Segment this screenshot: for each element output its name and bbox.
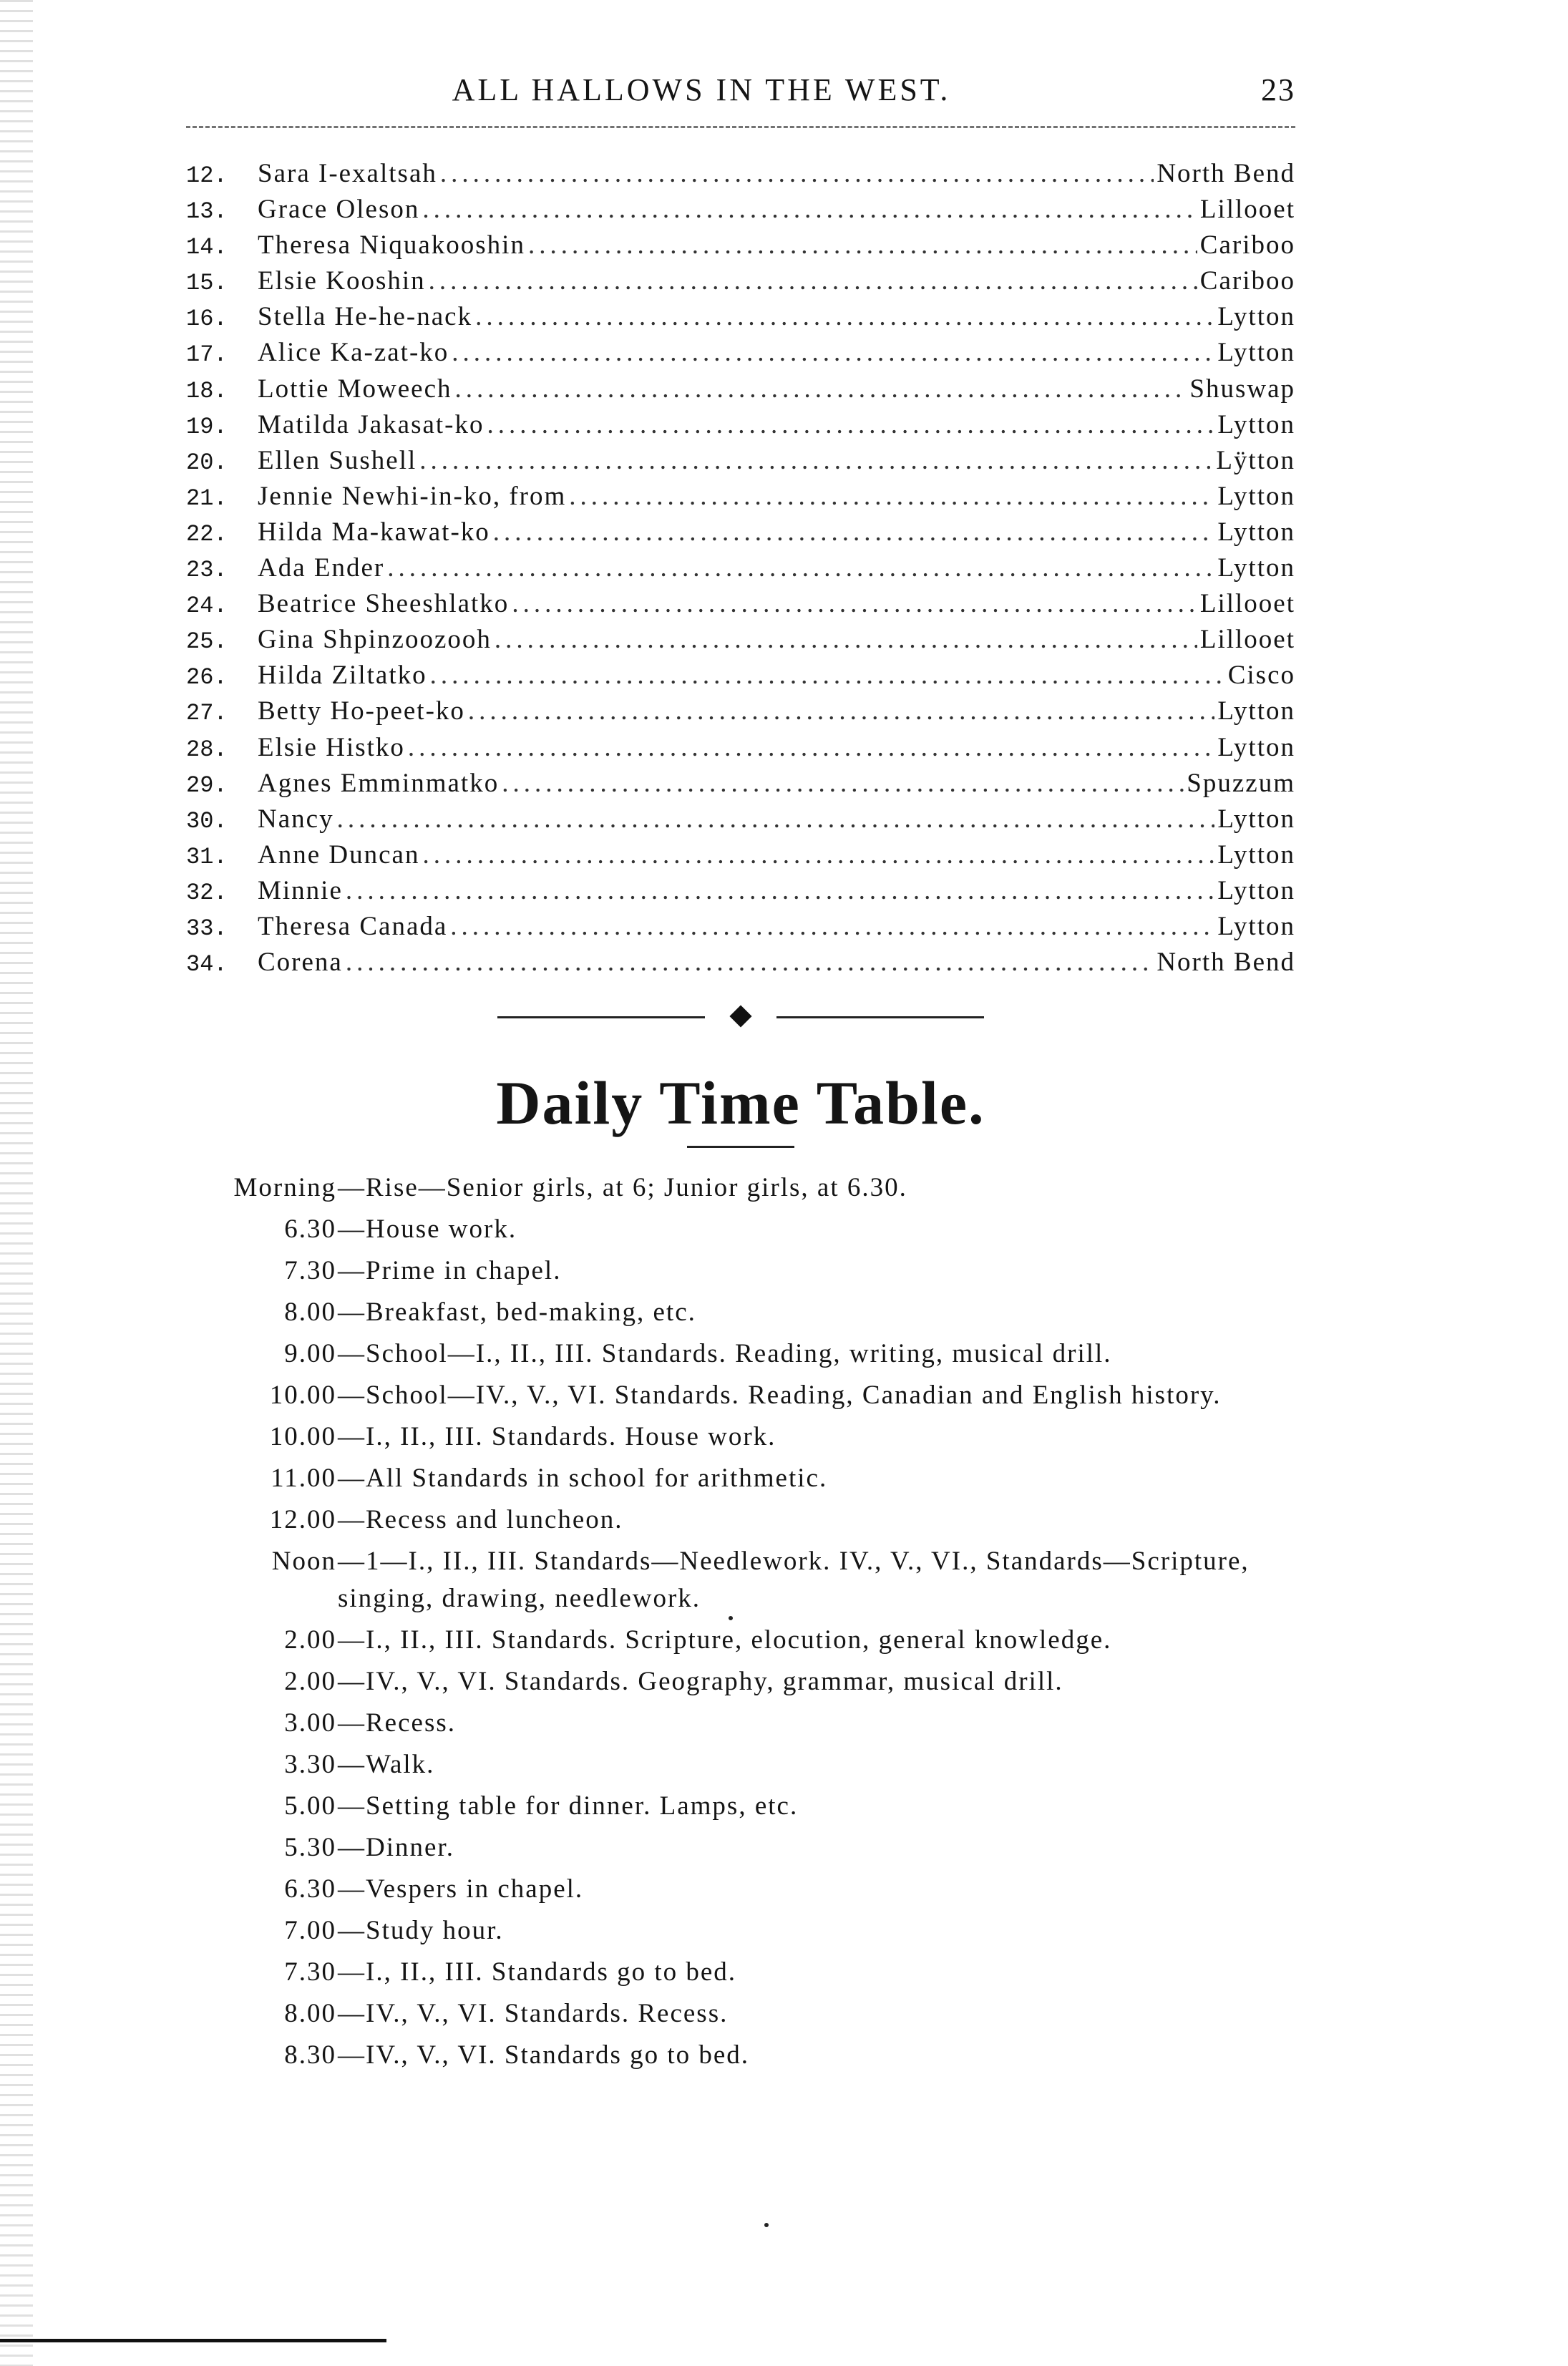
roster-row (186, 551, 1295, 587)
schedule-activity: —All Standards in school for arithmetic. (338, 1464, 828, 1494)
roster-number: 25. (186, 628, 228, 656)
roster-row (186, 623, 1295, 658)
schedule-time: 9.00 (284, 1339, 336, 1369)
daily-schedule (186, 1169, 1295, 2074)
home-place: Lytton (1217, 517, 1295, 547)
roster-number: 26. (186, 664, 228, 691)
diamond-ornament-icon (729, 1006, 751, 1028)
pupil-name: Agnes Emminmatko (258, 768, 500, 798)
home-place: Lillooet (1199, 625, 1295, 655)
home-place: Lytton (1217, 553, 1295, 583)
ink-speck (764, 2223, 769, 2227)
pupil-name: Minnie (258, 875, 343, 905)
home-place: Shuswap (1189, 374, 1295, 404)
pupil-name: Elsie Kooshin (258, 266, 426, 296)
dot-leader (512, 587, 1197, 620)
roster-row (186, 910, 1295, 945)
roster-row (186, 945, 1295, 981)
schedule-time: 7.00 (284, 1916, 336, 1946)
dot-leader (422, 193, 1197, 226)
roster-row (186, 444, 1295, 479)
roster-row (186, 694, 1295, 730)
schedule-activity: —I., II., III. Standards. Scripture, elocution, general knowledge. (338, 1625, 1112, 1655)
schedule-time: 8.00 (284, 1999, 336, 2029)
dot-leader (450, 910, 1214, 943)
schedule-activity: —School—I., II., III. Standards. Reading, writing, musical drill. (338, 1339, 1112, 1369)
dot-leader (569, 479, 1214, 513)
page-number: 23 (1261, 72, 1295, 107)
pupil-name: Theresa Canada (258, 911, 448, 941)
roster-number: 16. (186, 306, 228, 333)
schedule-entry (186, 1788, 1295, 1825)
roster-number: 24. (186, 593, 228, 620)
pupil-name: Anne Duncan (258, 839, 420, 870)
schedule-time: 3.30 (284, 1750, 336, 1780)
schedule-time: 8.30 (284, 2040, 336, 2070)
roster-number: 28. (186, 736, 228, 763)
schedule-activity: —House work. (338, 1214, 517, 1245)
book-page (186, 72, 1295, 2074)
schedule-activity: —IV., V., VI. Standards. Geography, grammar, musical drill. (338, 1667, 1063, 1697)
dot-leader (468, 694, 1214, 728)
pupil-name: Matilda Jakasat-ko (258, 409, 484, 439)
roster-number: 18. (186, 377, 228, 404)
schedule-time: 6.30 (284, 1874, 336, 1904)
roster-number: 13. (186, 198, 228, 225)
schedule-entry (186, 1377, 1295, 1414)
roster-row (186, 802, 1295, 838)
dot-leader (419, 444, 1213, 477)
schedule-time: 5.30 (284, 1833, 336, 1863)
dot-leader (455, 372, 1187, 406)
schedule-entry (186, 1912, 1295, 1949)
schedule-activity: —Prime in chapel. (338, 1256, 562, 1286)
dot-leader (430, 658, 1225, 692)
schedule-time: 11.00 (271, 1464, 336, 1494)
roster-number: 21. (186, 485, 228, 512)
roster-row (186, 838, 1295, 874)
roster-row (186, 336, 1295, 371)
schedule-time: 2.00 (284, 1667, 336, 1697)
home-place: Lytton (1217, 839, 1295, 870)
pupil-name: Stella He-he-nack (258, 302, 473, 332)
pupil-name: Sara I-exaltsah (258, 159, 437, 188)
roster-row (186, 731, 1295, 766)
pupil-name: Hilda Ziltatko (258, 661, 427, 691)
pupil-name: Hilda Ma-kawat-ko (258, 517, 490, 547)
dot-leader (408, 731, 1214, 764)
home-place: Lytton (1217, 481, 1295, 511)
home-place: Lillooet (1199, 195, 1295, 225)
pupil-name: Elsie Histko (258, 732, 405, 762)
schedule-time: 2.00 (284, 1625, 336, 1655)
home-place: Spuzzum (1187, 768, 1295, 798)
dot-leader (502, 766, 1184, 800)
dot-leader (495, 623, 1197, 656)
pupil-name: Theresa Niquakooshin (258, 230, 525, 261)
pupil-roster (186, 157, 1295, 981)
home-place: Lytton (1217, 302, 1295, 332)
schedule-time: 6.30 (284, 1214, 336, 1245)
pupil-name: Beatrice Sheeshlatko (258, 589, 510, 619)
dot-leader (475, 300, 1214, 334)
home-place: Lytton (1217, 911, 1295, 941)
roster-number: 15. (186, 270, 228, 297)
home-place: Cariboo (1199, 230, 1295, 261)
dot-leader (452, 336, 1214, 369)
home-place: Cariboo (1199, 266, 1295, 296)
schedule-time: 7.30 (284, 1256, 336, 1286)
roster-row (186, 874, 1295, 910)
pupil-name: Ada Ender (258, 553, 385, 583)
roster-row (186, 479, 1295, 515)
roster-number: 33. (186, 915, 228, 942)
schedule-activity: —Vespers in chapel. (338, 1874, 584, 1904)
schedule-entry (186, 1622, 1295, 1659)
schedule-activity: —Study hour. (338, 1916, 504, 1946)
bottom-scan-rule (0, 2339, 386, 2342)
header-rule (186, 126, 1295, 128)
schedule-entry (186, 1294, 1295, 1331)
pupil-name: Jennie Newhi-in-ko, from (258, 481, 567, 511)
pupil-name: Corena (258, 948, 343, 978)
schedule-activity: —I., II., III. Standards go to bed. (338, 1957, 737, 1987)
schedule-activity: —1—I., II., III. Standards—Needlework. IV., V., VI., Standards—Scripture, singing, drawing, needlework. (338, 1547, 1250, 1614)
schedule-activity: —Dinner. (338, 1833, 454, 1863)
roster-number: 23. (186, 557, 228, 584)
pupil-name: Nancy (258, 804, 334, 834)
roster-row (186, 408, 1295, 444)
home-place: Lytton (1217, 696, 1295, 726)
schedule-activity: —I., II., III. Standards. House work. (338, 1422, 776, 1452)
schedule-entry (186, 1705, 1295, 1742)
home-place: Lillooet (1199, 589, 1295, 619)
roster-row (186, 372, 1295, 408)
roster-number: 32. (186, 879, 228, 906)
schedule-entry (186, 1543, 1295, 1617)
schedule-time: 7.30 (284, 1957, 336, 1987)
home-place: Lytton (1217, 804, 1295, 834)
divider-line-left (497, 1016, 705, 1018)
schedule-activity: —School—IV., V., VI. Standards. Reading, Canadian and English history. (338, 1381, 1222, 1411)
roster-number: 22. (186, 520, 228, 547)
roster-row (186, 193, 1295, 228)
roster-number: 29. (186, 771, 228, 799)
home-place: North Bend (1156, 948, 1295, 978)
schedule-entry (186, 1663, 1295, 1700)
roster-row (186, 300, 1295, 336)
roster-row (186, 766, 1295, 802)
schedule-activity: —Breakfast, bed-making, etc. (338, 1298, 696, 1328)
divider-line-right (776, 1016, 984, 1018)
schedule-activity: —IV., V., VI. Standards. Recess. (338, 1999, 729, 2029)
pupil-name: Lottie Moweech (258, 374, 452, 404)
schedule-entry (186, 1418, 1295, 1456)
roster-row (186, 228, 1295, 264)
pupil-name: Grace Oleson (258, 195, 420, 225)
dot-leader (346, 945, 1154, 979)
running-head (186, 72, 1295, 113)
roster-row (186, 515, 1295, 551)
roster-row (186, 264, 1295, 300)
schedule-activity: —Setting table for dinner. Lamps, etc. (338, 1791, 799, 1821)
dot-leader (493, 515, 1215, 549)
roster-number: 14. (186, 234, 228, 261)
pupil-name: Ellen Sushell (258, 445, 417, 475)
schedule-entry (186, 1211, 1295, 1248)
roster-number: 27. (186, 700, 228, 727)
schedule-time: 5.00 (284, 1791, 336, 1821)
schedule-time: 3.00 (284, 1708, 336, 1738)
dot-leader (528, 228, 1197, 262)
schedule-time: Morning (233, 1173, 336, 1203)
dot-leader (422, 838, 1214, 872)
schedule-entry (186, 2037, 1295, 2074)
running-head-title: ALL HALLOWS IN THE WEST. (452, 72, 951, 107)
roster-row (186, 157, 1295, 193)
dot-leader (429, 264, 1197, 298)
home-place: Cisco (1227, 661, 1295, 691)
roster-number: 20. (186, 449, 228, 476)
roster-row (186, 658, 1295, 694)
roster-number: 30. (186, 807, 228, 834)
schedule-entry (186, 1169, 1295, 1207)
schedule-entry (186, 1746, 1295, 1783)
dot-leader (346, 874, 1214, 907)
schedule-entry (186, 1871, 1295, 1908)
schedule-entry (186, 1460, 1295, 1497)
schedule-entry (186, 1829, 1295, 1866)
schedule-time: 10.00 (269, 1422, 336, 1452)
schedule-entry (186, 1995, 1295, 2032)
pupil-name: Gina Shpinzoozooh (258, 625, 492, 655)
timetable-heading: Daily Time Table. (496, 1068, 985, 1138)
pupil-name: Alice Ka-zat-ko (258, 338, 449, 368)
roster-number: 34. (186, 951, 228, 978)
home-place: Lytton (1217, 338, 1295, 368)
schedule-activity: —Rise—Senior girls, at 6; Junior girls, at 6.30. (338, 1173, 907, 1203)
home-place: Lytton (1217, 732, 1295, 762)
roster-number: 12. (186, 162, 228, 189)
roster-number: 17. (186, 341, 228, 369)
ornamental-divider (497, 1003, 984, 1031)
schedule-entry (186, 1501, 1295, 1539)
heading-underline (687, 1146, 794, 1148)
home-place: Lytton (1217, 875, 1295, 905)
schedule-activity: —Walk. (338, 1750, 435, 1780)
roster-number: 19. (186, 413, 228, 440)
dot-leader (337, 802, 1215, 836)
schedule-time: Noon (271, 1547, 336, 1577)
roster-row (186, 587, 1295, 623)
schedule-entry (186, 1954, 1295, 1991)
schedule-time: 8.00 (284, 1298, 336, 1328)
scan-edge-artifact (0, 0, 33, 2366)
home-place: North Bend (1156, 159, 1295, 188)
schedule-activity: —Recess and luncheon. (338, 1505, 623, 1535)
schedule-activity: —Recess. (338, 1708, 456, 1738)
schedule-activity: —IV., V., VI. Standards go to bed. (338, 2040, 750, 2070)
schedule-time: 10.00 (269, 1381, 336, 1411)
home-place: Lytton (1217, 409, 1295, 439)
schedule-time: 12.00 (269, 1505, 336, 1535)
home-place: Lÿtton (1216, 445, 1295, 475)
schedule-entry (186, 1252, 1295, 1290)
dot-leader (440, 157, 1154, 190)
dot-leader (487, 408, 1215, 442)
schedule-entry (186, 1335, 1295, 1373)
dot-leader (387, 551, 1214, 585)
pupil-name: Betty Ho-peet-ko (258, 696, 465, 726)
roster-number: 31. (186, 843, 228, 870)
